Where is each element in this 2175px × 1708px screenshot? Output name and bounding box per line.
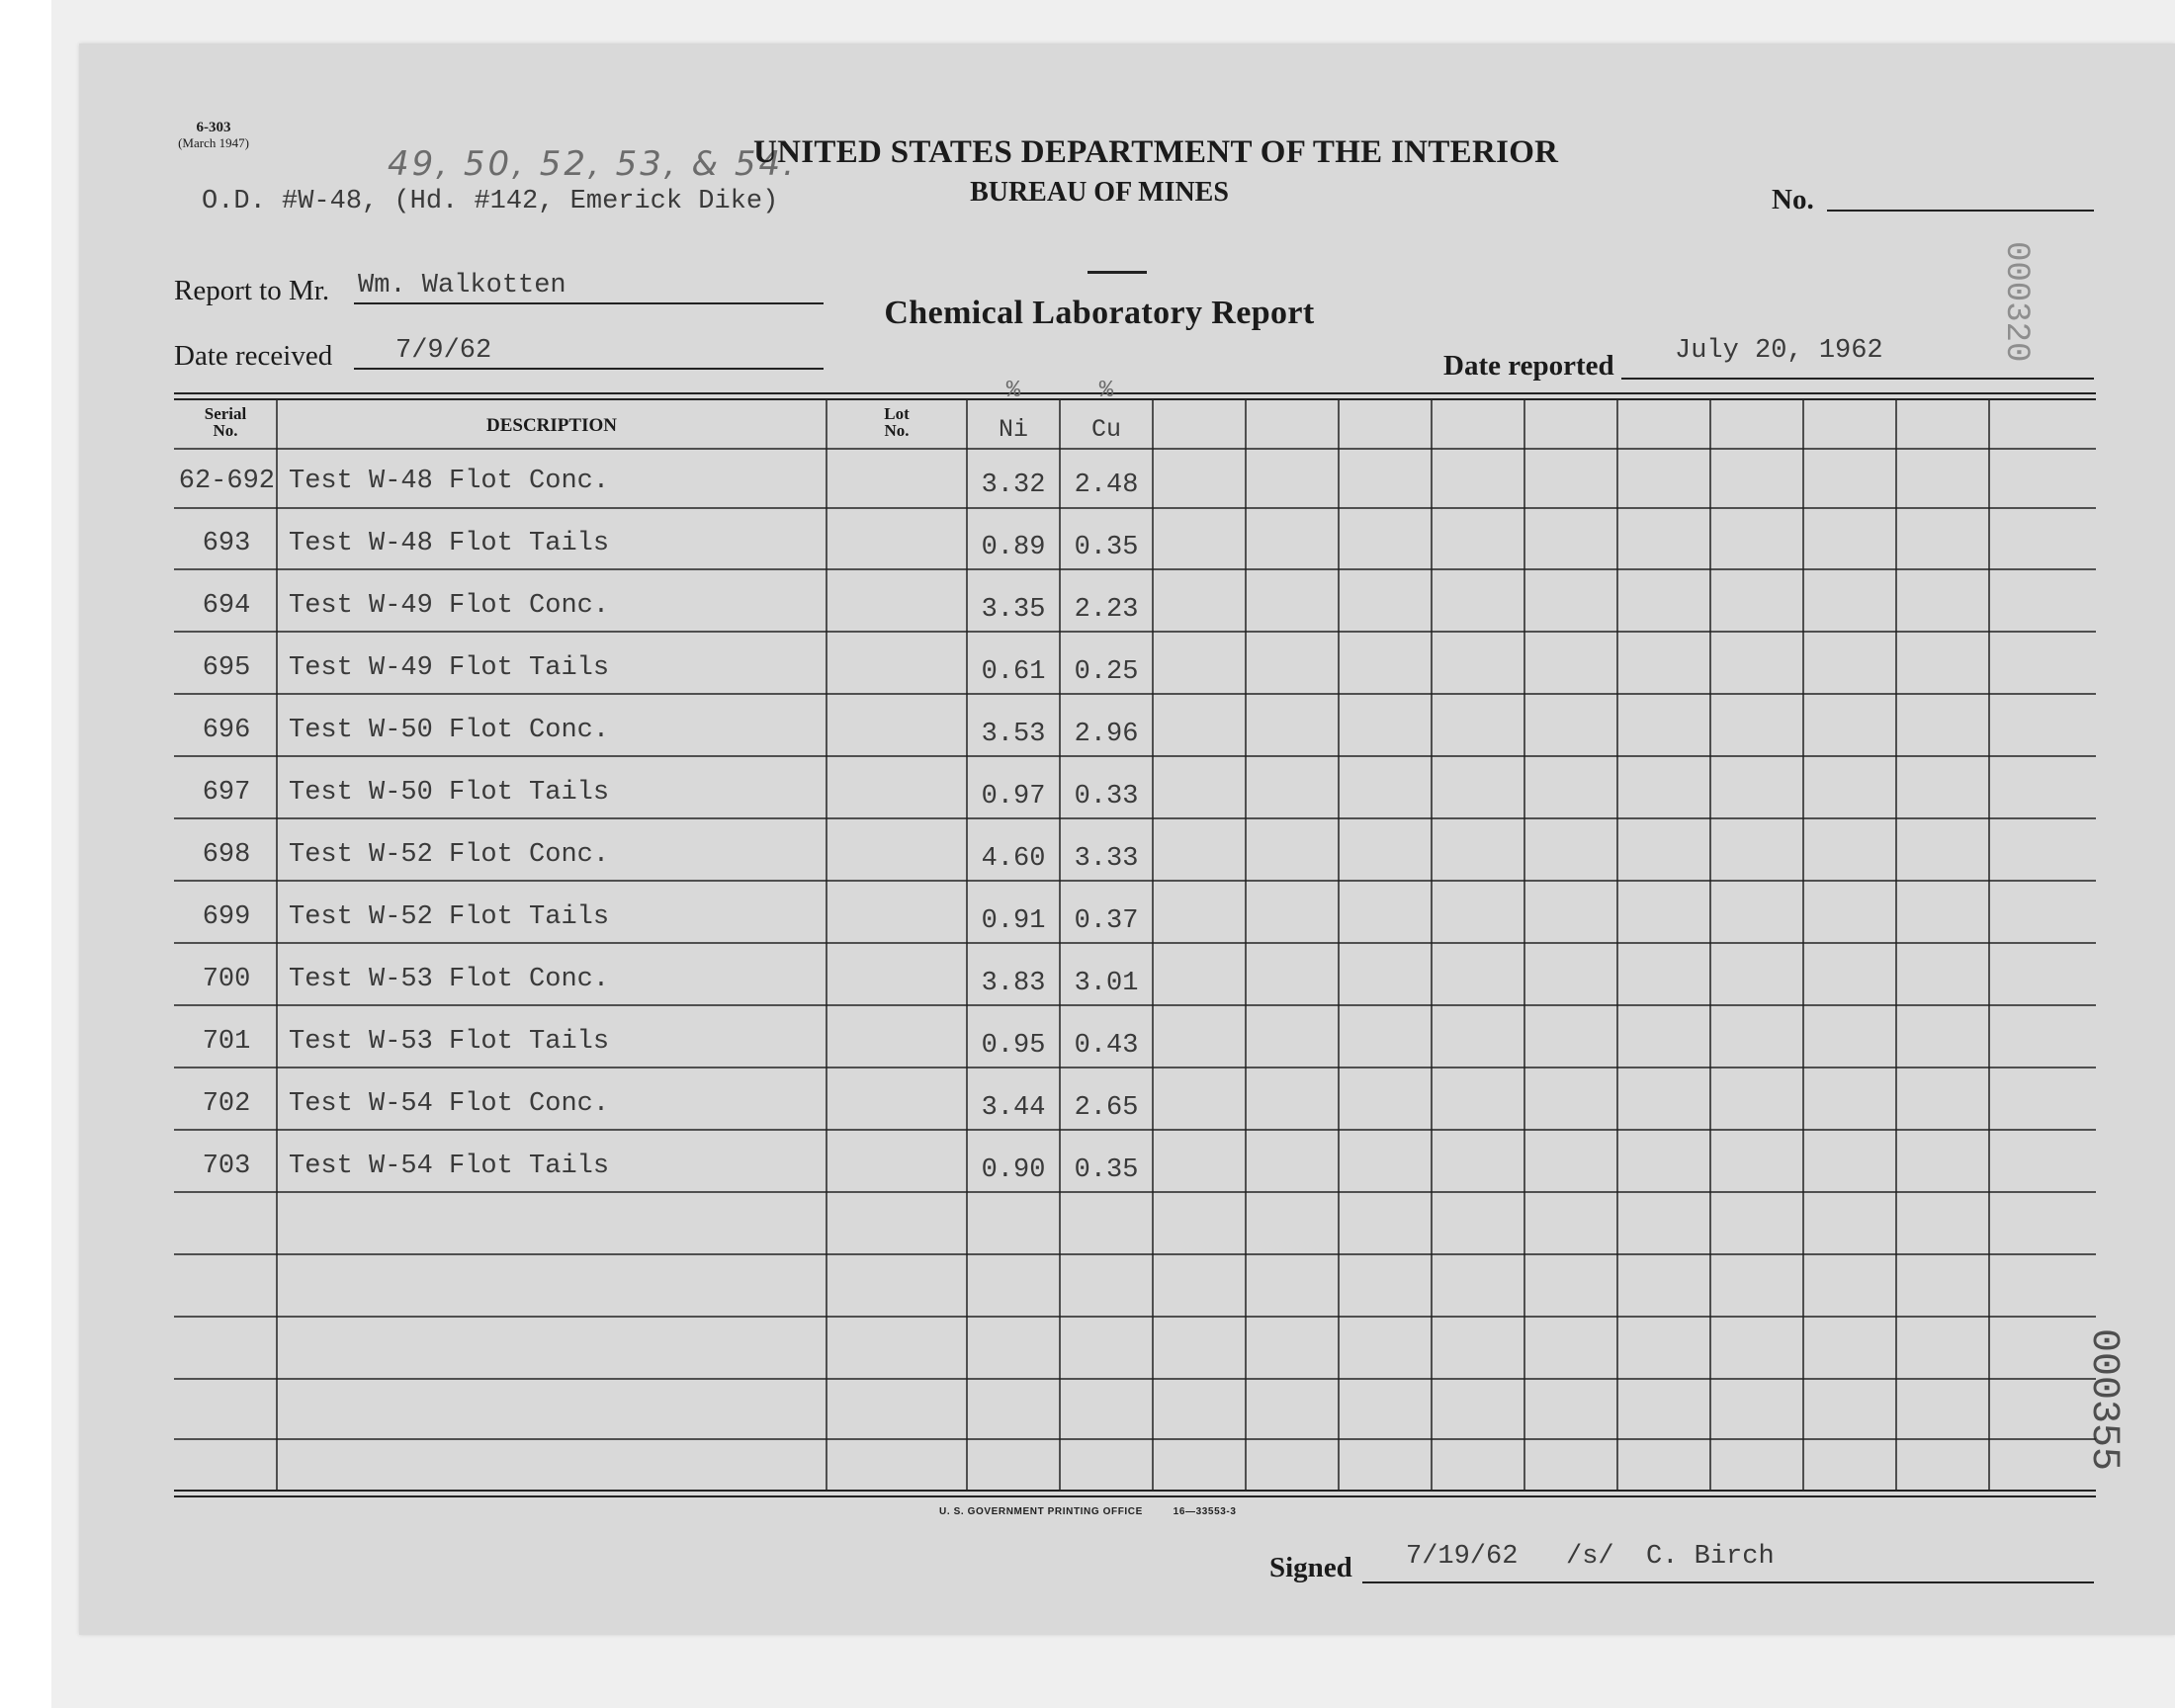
table-row-description: Test W-49 Flot Conc. xyxy=(289,591,610,621)
table-row-ni: 0.61 xyxy=(981,657,1046,687)
table-row-ni: 3.44 xyxy=(981,1093,1046,1123)
table-row-ni: 0.95 xyxy=(981,1031,1046,1061)
table-row-cu: 3.33 xyxy=(1074,844,1139,874)
table-grid xyxy=(79,43,2175,1635)
column-serial-text: Serial No. xyxy=(204,404,247,440)
department-heading: UNITED STATES DEPARTMENT OF THE INTERIOR xyxy=(753,134,1559,170)
bureau-heading: BUREAU OF MINES xyxy=(970,177,1229,208)
date-reported-label: Date reported xyxy=(1443,350,1614,382)
table-row-serial: 702 xyxy=(202,1089,251,1119)
table-row-description: Test W-48 Flot Conc. xyxy=(289,467,610,496)
table-row-cu: 3.01 xyxy=(1074,969,1139,998)
table-row-cu: 0.33 xyxy=(1074,782,1139,811)
table-row-cu: 2.48 xyxy=(1074,470,1139,500)
table-row-cu: 2.65 xyxy=(1074,1093,1139,1123)
table-row-description: Test W-50 Flot Tails xyxy=(289,778,610,808)
column-cu-unit: % xyxy=(1098,378,1114,404)
printing-office-name: U. S. GOVERNMENT PRINTING OFFICE xyxy=(939,1506,1143,1517)
table-row-serial: 698 xyxy=(202,840,251,870)
number-label: No. xyxy=(1772,184,1814,215)
table-row-serial: 62-692 xyxy=(178,467,275,496)
table-row-serial: 693 xyxy=(202,529,251,558)
table-row-serial: 700 xyxy=(202,965,251,994)
table-row-cu: 2.96 xyxy=(1074,720,1139,749)
handwritten-test-numbers: 49, 50, 52, 53, & 54. xyxy=(388,144,797,184)
table-row-description: Test W-54 Flot Tails xyxy=(289,1152,610,1181)
table-row-cu: 0.37 xyxy=(1074,906,1139,936)
table-row-description: Test W-52 Flot Tails xyxy=(289,902,610,932)
report-form xyxy=(79,43,2175,1635)
table-row-cu: 0.25 xyxy=(1074,657,1139,687)
table-row-description: Test W-53 Flot Tails xyxy=(289,1027,610,1057)
form-date: (March 1947) xyxy=(178,135,249,150)
column-lot-text: Lot No. xyxy=(884,404,910,440)
signature-value: 7/19/62 /s/ C. Birch xyxy=(1406,1542,1775,1572)
signature-line xyxy=(1362,1581,2094,1583)
table-row-ni: 3.32 xyxy=(981,470,1046,500)
date-reported-value: July 20, 1962 xyxy=(1675,336,1883,366)
side-stamp-bottom: 000355 xyxy=(2081,1328,2126,1472)
printing-office-note xyxy=(939,1506,1236,1517)
table-row-description: Test W-48 Flot Tails xyxy=(289,529,610,558)
table-row-serial: 697 xyxy=(202,778,251,808)
table-row-cu: 0.35 xyxy=(1074,1155,1139,1185)
column-ni-unit: % xyxy=(1005,378,1021,404)
table-row-serial: 699 xyxy=(202,902,251,932)
column-lot-header xyxy=(826,405,967,439)
table-row-serial: 703 xyxy=(202,1152,251,1181)
column-serial-header xyxy=(178,405,273,439)
table-row-ni: 3.83 xyxy=(981,969,1046,998)
report-title: Chemical Laboratory Report xyxy=(884,295,1315,331)
side-stamp-top: 000320 xyxy=(1997,241,2035,363)
table-row-serial: 701 xyxy=(202,1027,251,1057)
table-row-description: Test W-54 Flot Conc. xyxy=(289,1089,610,1119)
table-row-ni: 0.97 xyxy=(981,782,1046,811)
table-row-description: Test W-53 Flot Conc. xyxy=(289,965,610,994)
table-row-cu: 2.23 xyxy=(1074,595,1139,625)
table-row-serial: 694 xyxy=(202,591,251,621)
table-row-serial: 695 xyxy=(202,653,251,683)
table-row-ni: 4.60 xyxy=(981,844,1046,874)
report-to-label: Report to Mr. xyxy=(174,275,330,306)
od-reference: O.D. #W-48, (Hd. #142, Emerick Dike) xyxy=(202,187,779,216)
table-row-ni: 3.53 xyxy=(981,720,1046,749)
date-received-label: Date received xyxy=(174,340,333,372)
table-row-description: Test W-52 Flot Conc. xyxy=(289,840,610,870)
column-ni-header: Ni xyxy=(998,415,1028,444)
signed-label: Signed xyxy=(1269,1552,1352,1583)
table-row-ni: 0.90 xyxy=(981,1155,1046,1185)
table-row-cu: 0.43 xyxy=(1074,1031,1139,1061)
printing-office-code: 16—33553-3 xyxy=(1173,1506,1237,1517)
table-row-description: Test W-50 Flot Conc. xyxy=(289,716,610,745)
table-row-serial: 696 xyxy=(202,716,251,745)
table-row-ni: 3.35 xyxy=(981,595,1046,625)
report-to-value: Wm. Walkotten xyxy=(358,271,566,300)
table-row-ni: 0.91 xyxy=(981,906,1046,936)
table-row-description: Test W-49 Flot Tails xyxy=(289,653,610,683)
scan-margin xyxy=(0,0,51,1708)
table-row-cu: 0.35 xyxy=(1074,533,1139,562)
date-received-value: 7/9/62 xyxy=(395,336,492,366)
column-cu-header: Cu xyxy=(1090,415,1121,444)
table-row-ni: 0.89 xyxy=(981,533,1046,562)
column-description-header: DESCRIPTION xyxy=(486,415,617,436)
form-code: 6-303 xyxy=(196,120,231,135)
